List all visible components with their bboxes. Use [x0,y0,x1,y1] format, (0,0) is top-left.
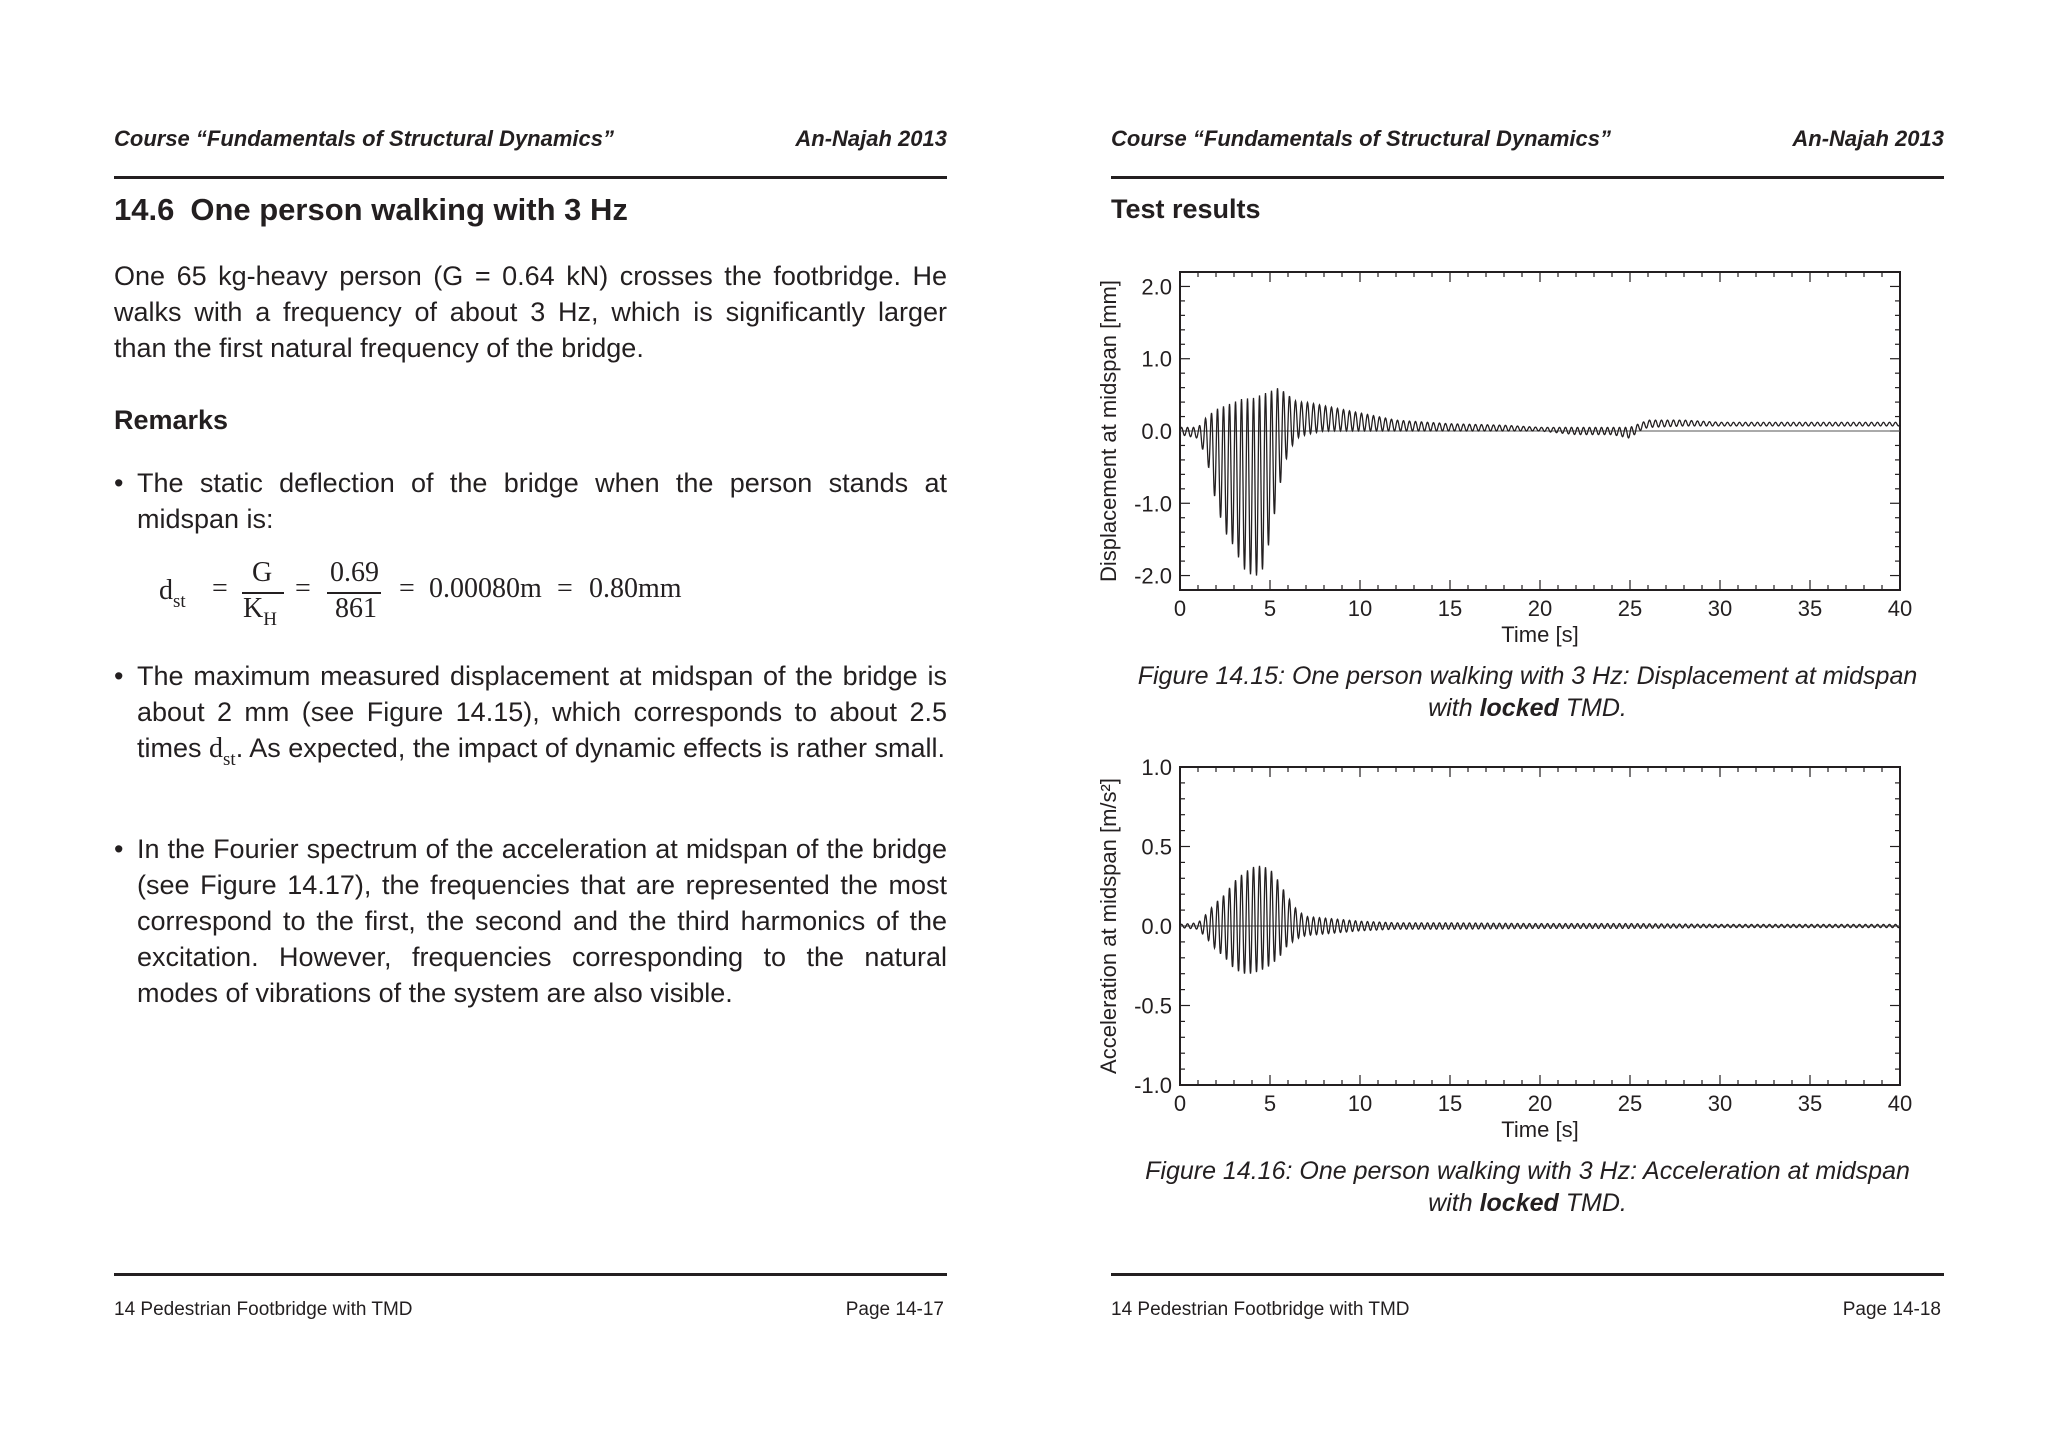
page-right [1096,0,1944,1448]
x-tick-label: 5 [1263,596,1277,621]
static-deflection-formula [159,557,799,629]
header-rule [1111,176,1944,179]
y-tick-label: -1.0 [1134,491,1172,517]
x-tick-label: 40 [1887,1091,1913,1116]
x-axis-label: Time [s] [1501,622,1579,647]
footer-rule [1111,1273,1944,1276]
displacement-series-line [1180,388,1900,575]
y-tick-label: 0.0 [1141,914,1172,939]
y-tick-label: 0.0 [1141,419,1172,444]
x-tick-label: 25 [1617,1091,1643,1116]
caption-line: with locked TMD. [1428,694,1627,722]
y-axis-label: Acceleration at midspan [m/s²] [1096,778,1121,1074]
formula-eq: = [212,573,228,604]
x-axis-label: Time [s] [1501,1117,1579,1142]
header-rule [114,176,947,179]
header-org: An-Najah 2013 [795,126,947,151]
footer-chapter: 14 Pedestrian Footbridge with TMD [114,1299,413,1320]
y-tick-label: -2.0 [1134,563,1172,589]
section-number: 14.6 [114,192,175,227]
footer-rule [114,1273,947,1276]
section-title [114,192,628,228]
x-tick-label: 10 [1347,596,1373,621]
page-footer [1111,1299,1944,1323]
bullet-max-displacement [114,658,947,770]
x-tick-label: 40 [1887,596,1913,621]
acceleration-chart [1096,755,1944,1142]
bullet-text: The static deflection of the bridge when the person stands at midspan is: [137,468,947,534]
formula-value-m: 0.00080m [429,573,542,604]
x-tick-label: 5 [1263,1091,1277,1116]
intro-paragraph: One 65 kg-heavy person (G = 0.64 kN) crosses the footbridge. He walks with a frequency of about 3 Hz, which is significantly larger than the first natural frequency of the bridge. [114,261,947,363]
y-tick-label: 1.0 [1141,755,1172,780]
figure-14-15-caption [1111,660,1944,724]
y-axis-label: Displacement at midspan [mm] [1096,280,1121,582]
formula-numerator: G [252,557,273,588]
page-header [1111,126,1944,154]
bullet-fourier-spectrum [114,831,947,1011]
header-course: Course “Fundamentals of Structural Dynamics” [114,126,614,151]
page-footer [114,1299,947,1323]
footer-page-number: Page 14-18 [1842,1299,1941,1320]
caption-line: with locked TMD. [1428,1189,1627,1217]
bullet-marker: • [114,661,124,691]
y-tick-label: -0.5 [1134,993,1172,1019]
page-header [114,126,947,154]
x-tick-label: 15 [1437,1091,1463,1116]
y-tick-label: 2.0 [1141,274,1172,300]
dst-symbol: $d_{st}$ [209,733,236,770]
x-tick-label: 35 [1797,1091,1823,1116]
header-course: Course “Fundamentals of Structural Dynamics” [1111,126,1611,151]
page-left [114,0,947,1448]
caption-emphasis: locked [1479,694,1559,722]
x-tick-label: 30 [1707,596,1733,621]
section-title-text: One person walking with 3 Hz [190,192,628,227]
formula-denominator: $K_H$ [243,593,277,630]
y-tick-label: -1.0 [1134,1073,1172,1098]
bullet-marker: • [114,834,124,864]
x-tick-label: 30 [1707,1091,1733,1116]
x-tick-label: 20 [1527,1091,1553,1116]
bullet-marker: • [114,468,124,498]
x-tick-label: 25 [1617,596,1643,621]
formula-eq: = [295,573,311,604]
formula-numerator: 0.69 [330,557,379,588]
formula-value-mm: 0.80mm [589,573,682,604]
caption-emphasis: locked [1479,1189,1559,1217]
y-tick-label: 0.5 [1141,834,1172,860]
displacement-chart [1096,262,1944,647]
formula-eq: = [557,573,573,604]
test-results-title: Test results [1111,194,1261,224]
formula-lhs: $d_{st}$ [159,575,186,612]
remarks-title: Remarks [114,405,229,435]
x-tick-label: 15 [1437,596,1463,621]
caption-line: Figure 14.16: One person walking with 3 Hz: Acceleration at midspan [1145,1157,1910,1185]
caption-line: Figure 14.15: One person walking with 3 Hz: Displacement at midspan [1137,662,1918,690]
footer-page-number: Page 14-17 [845,1299,944,1320]
formula-eq: = [399,573,415,604]
y-tick-label: 1.0 [1141,346,1172,372]
x-tick-label: 35 [1797,596,1823,621]
footer-chapter: 14 Pedestrian Footbridge with TMD [1111,1299,1410,1320]
bullet-text: The maximum measured displacement at midspan of the bridge is about 2 mm (see Figure 14.15), which corresponds to about 2.5 times $d_{st}$. As expected, the impact of dynamic effects is rather small. [137,661,947,770]
x-tick-label: 0 [1173,1091,1187,1116]
bullet-text: In the Fourier spectrum of the acceleration at midspan of the bridge (see Figure 14.17), the frequencies that are represented the most correspond to the first, the second and the third harmonics of the excitation. However, frequencies corresponding to the natural modes of vibrations of the system are also visible. [137,834,947,1008]
x-tick-label: 20 [1527,596,1553,621]
bullet-static-deflection [114,465,947,537]
x-tick-label: 10 [1347,1091,1373,1116]
x-tick-label: 0 [1173,596,1187,621]
acceleration-series-line [1180,866,1900,974]
formula-denominator: 861 [335,593,377,624]
header-org: An-Najah 2013 [1792,126,1944,151]
figure-14-16-caption [1111,1155,1944,1219]
